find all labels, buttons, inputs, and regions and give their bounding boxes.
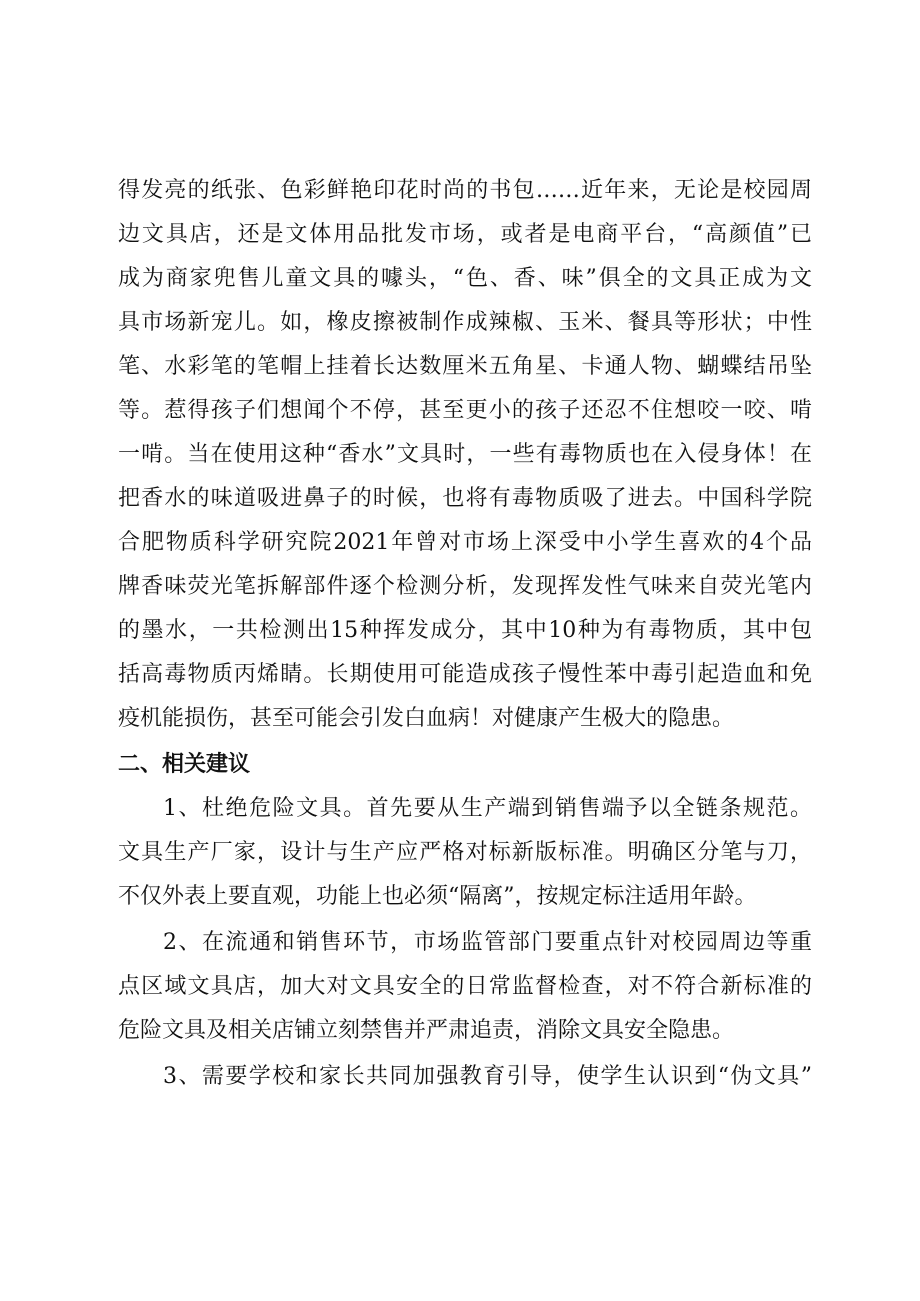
paragraph-line: 得发亮的纸张、色彩鲜艳印花时尚的书包……近年来，无论是校园周: [118, 178, 812, 203]
paragraph-line: 把香水的味道吸进鼻子的时候，也将有毒物质吸了进去。中国科学院: [118, 486, 812, 511]
paragraph-line: 等。惹得孩子们想闻个不停，甚至更小的孩子还忍不住想咬一咬、啃: [118, 398, 812, 423]
paragraph-line: 括高毒物质丙烯睛。长期使用可能造成孩子慢性苯中毒引起造血和免: [118, 662, 812, 687]
paragraph-line: 牌香味荧光笔拆解部件逐个检测分析，发现挥发性气味来自荧光笔内: [118, 574, 812, 599]
paragraph-line: 合肥物质科学研究院2021年曾对市场上深受中小学生喜欢的4个品: [118, 530, 812, 555]
paragraph-line: 笔、水彩笔的笔帽上挂着长达数厘米五角星、卡通人物、蝴蝶结吊坠: [118, 354, 812, 379]
suggestion-2-line: 点区域文具店，加大对文具安全的日常监督检查，对不符合新标准的: [118, 974, 812, 999]
paragraph-line: 具市场新宠儿。如，橡皮擦被制作成辣椒、玉米、餐具等形状；中性: [118, 310, 812, 335]
suggestion-2-line: 2、在流通和销售环节，市场监管部门要重点针对校园周边等重: [163, 930, 812, 955]
suggestion-3-line: 3、需要学校和家长共同加强教育引导，使学生认识到“伪文具”: [163, 1064, 812, 1089]
section-heading: 二、相关建议: [118, 752, 251, 777]
suggestion-1-line: 1、杜绝危险文具。首先要从生产端到销售端予以全链条规范。: [163, 796, 812, 821]
suggestion-1-line: 不仅外表上要直观，功能上也必须“隔离”，按规定标注适用年龄。: [118, 884, 757, 909]
suggestion-2-line: 危险文具及相关店铺立刻禁售并严肃追责，消除文具安全隐患。: [118, 1018, 735, 1043]
paragraph-line: 的墨水，一共检测出15种挥发成分，其中10种为有毒物质，其中包: [118, 618, 812, 643]
paragraph-line: 一啃。当在使用这种“香水”文具时，一些有毒物质也在入侵身体！在: [118, 442, 812, 467]
paragraph-line: 成为商家兜售儿童文具的噱头，“色、香、味”俱全的文具正成为文: [118, 266, 812, 291]
paragraph-line: 边文具店，还是文体用品批发市场，或者是电商平台，“高颜值”已: [118, 222, 812, 247]
suggestion-1-line: 文具生产厂家，设计与生产应严格对标新版标准。明确区分笔与刀，: [118, 840, 812, 865]
paragraph-line: 疫机能损伤，甚至可能会引发白血病！对健康产生极大的隐患。: [118, 706, 735, 731]
